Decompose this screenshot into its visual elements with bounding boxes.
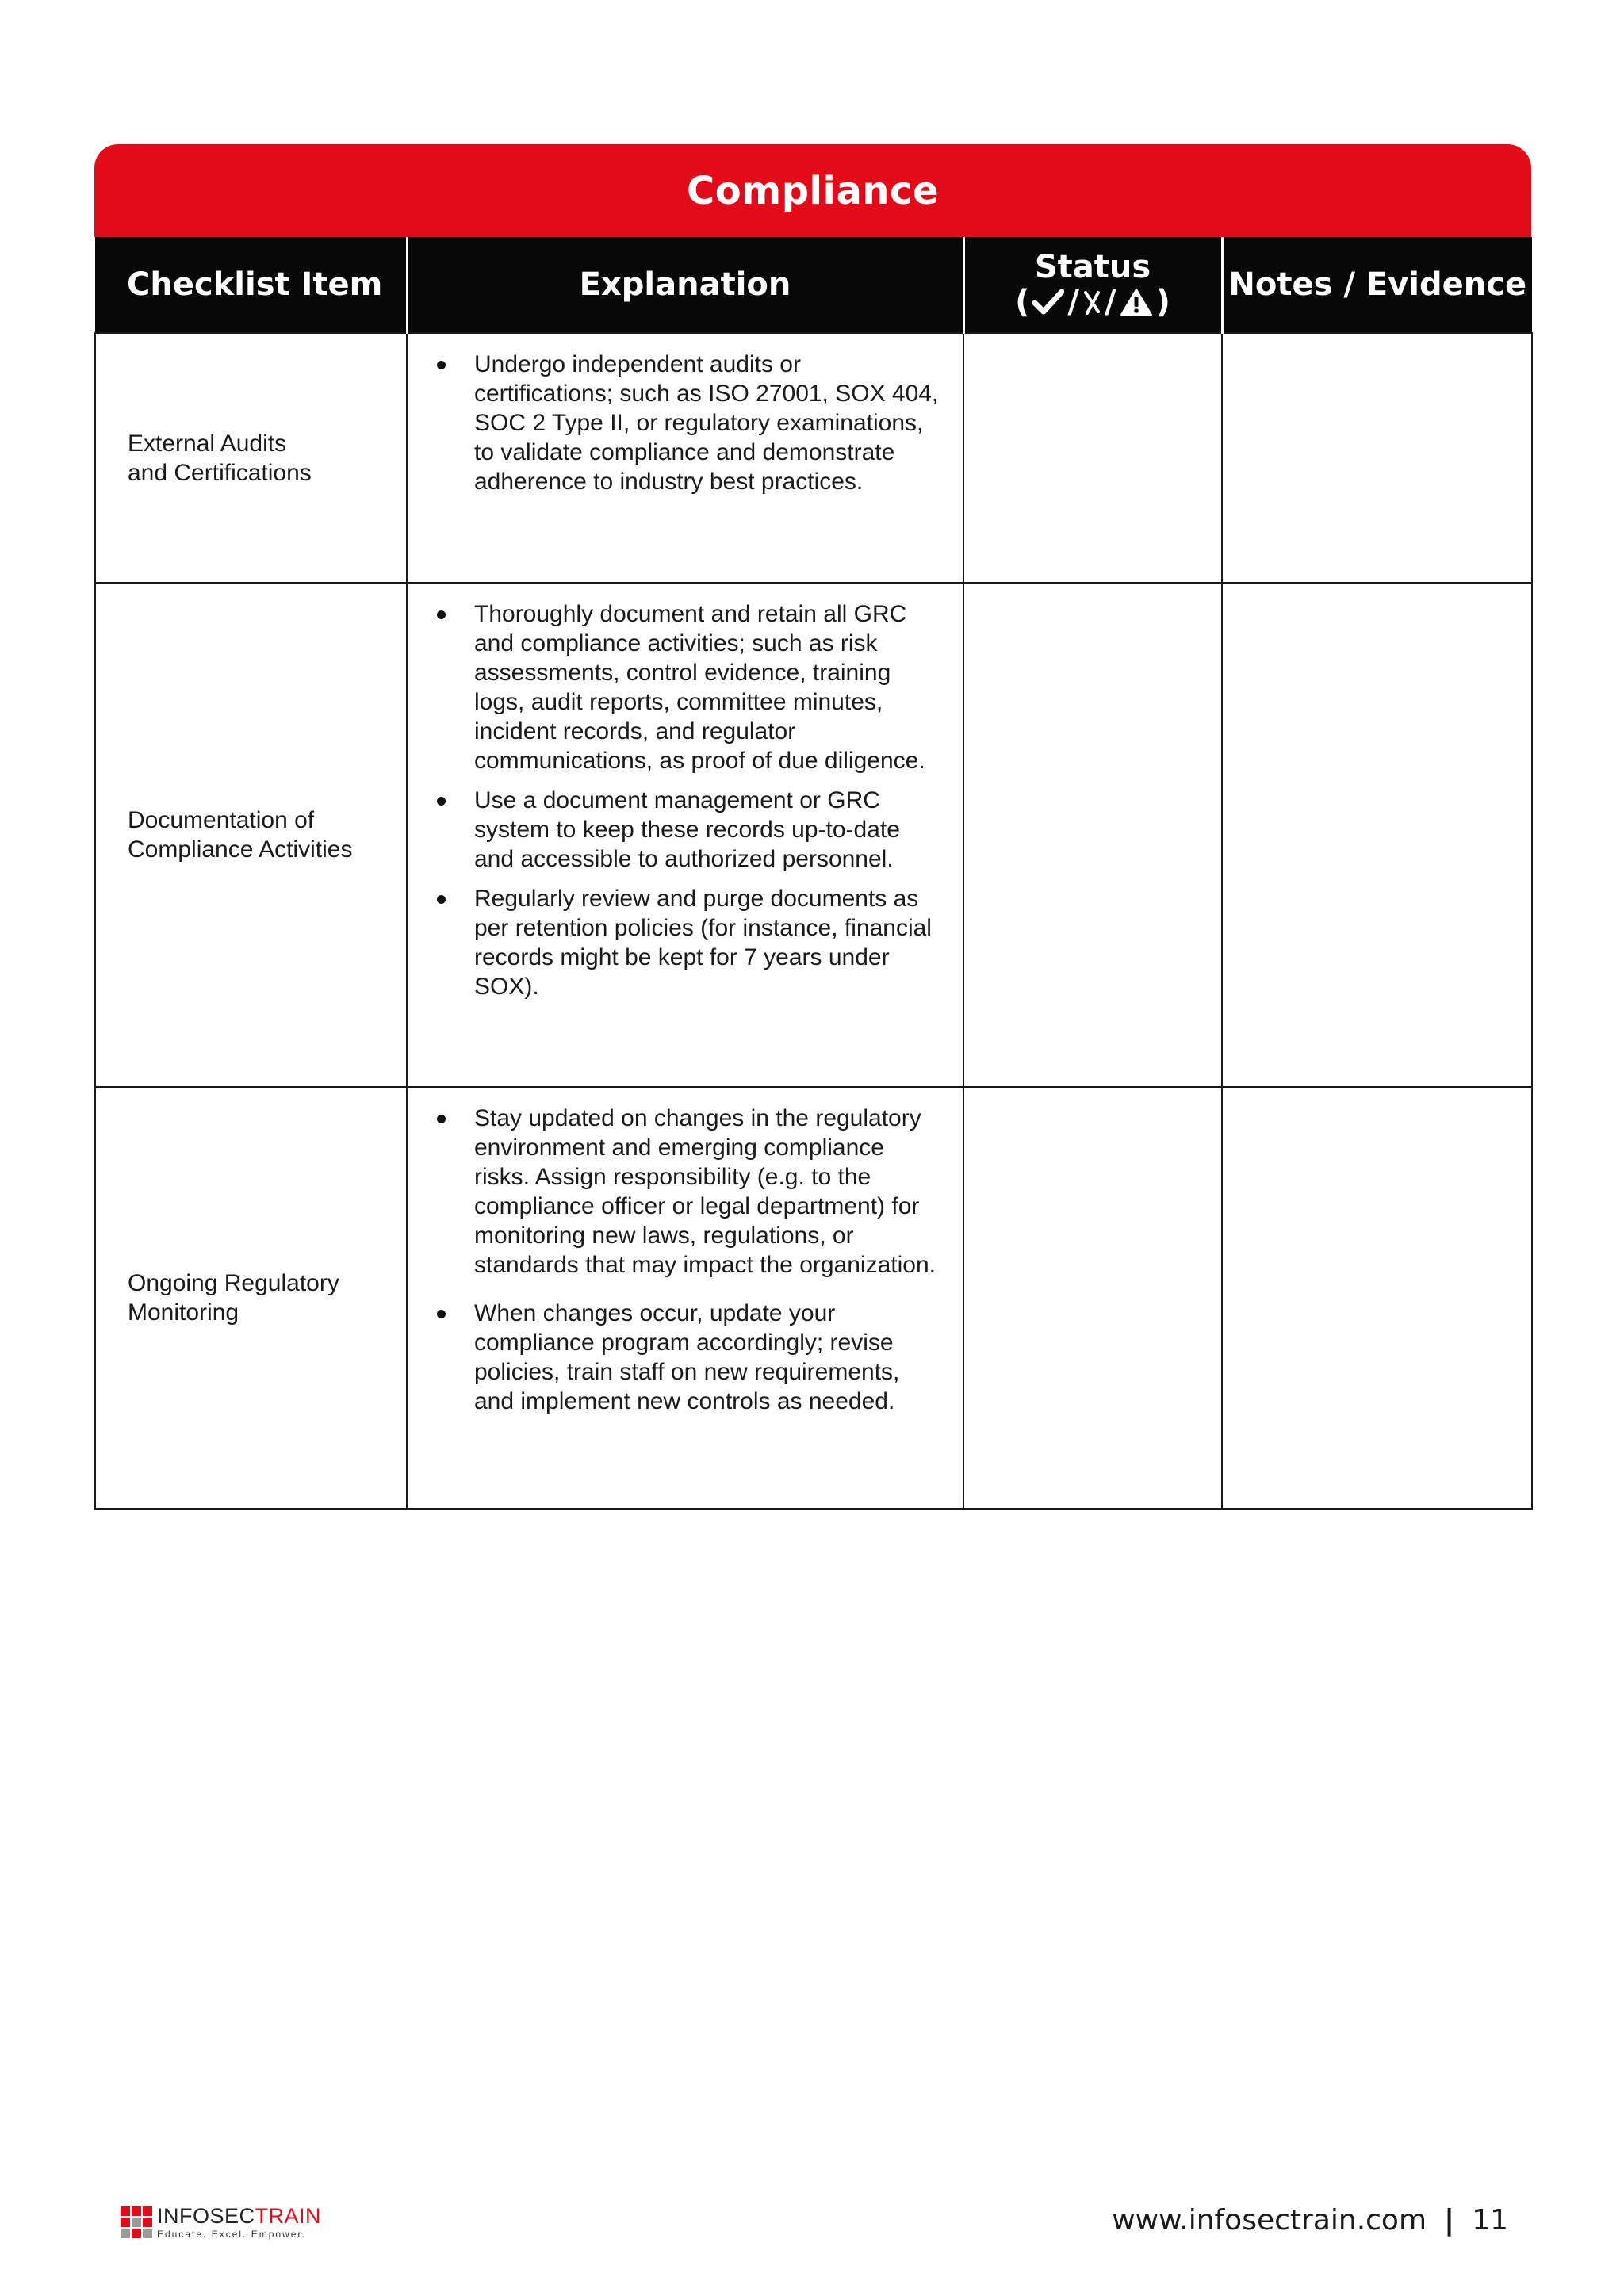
explanation-cell: [407, 1087, 963, 1509]
status-cell[interactable]: [963, 333, 1222, 583]
section-title-bar: [94, 144, 1531, 237]
explanation-bullet: Use a document management or GRC system to keep these records up-to-date and accessible to authorized personnel.: [423, 786, 940, 874]
status-separator: /: [1105, 284, 1116, 320]
header-status: [963, 237, 1222, 333]
logo-grid-icon: [121, 2206, 152, 2238]
website-link[interactable]: www.infosectrain.com: [1112, 2204, 1427, 2237]
logo-wordmark: [157, 2206, 321, 2227]
notes-cell[interactable]: [1222, 333, 1532, 583]
checklist-item-label: External Audits and Certifications: [128, 430, 312, 486]
checklist-item-cell: [95, 583, 407, 1087]
table-header-row: [95, 237, 1532, 333]
explanation-bullet: Regularly review and purge documents as per retention policies (for instance, financial records might be kept for 7 years under SOX).: [423, 884, 940, 1001]
status-separator: /: [1067, 284, 1079, 320]
status-open-paren: (: [1015, 284, 1030, 320]
status-legend: [965, 285, 1221, 320]
explanation-bullet: Thoroughly document and retain all GRC and compliance activities; such as risk assessments, control evidence, training logs, audit reports, committee minutes, incident records, and regulator communications, as proof of due diligence.: [423, 599, 940, 775]
table-row: [95, 1087, 1532, 1509]
warning-triangle-icon: [1120, 288, 1153, 316]
notes-cell[interactable]: [1222, 1087, 1532, 1509]
x-mark-icon: [1082, 289, 1101, 315]
table-row: [95, 583, 1532, 1087]
explanation-cell: [407, 583, 963, 1087]
header-status-label: Status: [1034, 249, 1151, 285]
status-close-paren: ): [1155, 284, 1170, 320]
explanation-bullet: When changes occur, update your compliance program accordingly; revise policies, train staff on new requirements, and implement new controls as needed.: [423, 1299, 940, 1416]
explanation-list: [423, 599, 940, 1001]
checklist-item-cell: [95, 1087, 407, 1509]
compliance-checklist: [94, 144, 1531, 1510]
page-number: 11: [1472, 2204, 1508, 2237]
logo-text: [157, 2206, 321, 2239]
checklist-item-label: Documentation of Compliance Activities: [128, 807, 353, 863]
checklist-table: [94, 237, 1533, 1510]
table-row: [95, 333, 1532, 583]
logo-wordmark-part2: TRAIN: [255, 2204, 322, 2228]
header-checklist-item: Checklist Item: [95, 237, 407, 333]
logo-wordmark-part1: INFOSEC: [157, 2204, 255, 2228]
infosectrain-logo: [121, 2206, 321, 2239]
checklist-item-cell: [95, 333, 407, 583]
header-explanation: Explanation: [407, 237, 963, 333]
section-title: Compliance: [686, 168, 940, 213]
logo-tagline: Educate. Excel. Empower.: [157, 2229, 307, 2240]
header-notes-evidence: Notes / Evidence: [1222, 237, 1532, 333]
explanation-bullet: Stay updated on changes in the regulatory environment and emerging compliance risks. Assign responsibility (e.g. to the compliance officer or legal department) for monitoring new laws, regulations, or standards that may impact the organization.: [423, 1104, 940, 1280]
check-mark-icon: [1032, 289, 1064, 316]
explanation-bullet: Undergo independent audits or certifications; such as ISO 27001, SOX 404, SOC 2 Type II, or regulatory examinations, to validate compliance and demonstrate adherence to industry best practices.: [423, 350, 940, 496]
page-footer: [1112, 2204, 1508, 2237]
explanation-list: [423, 350, 940, 496]
explanation-cell: [407, 333, 963, 583]
footer-separator: |: [1444, 2204, 1455, 2237]
explanation-list: [423, 1104, 940, 1416]
notes-cell[interactable]: [1222, 583, 1532, 1087]
checklist-item-label: Ongoing Regulatory Monitoring: [128, 1270, 339, 1326]
status-cell[interactable]: [963, 583, 1222, 1087]
status-cell[interactable]: [963, 1087, 1222, 1509]
